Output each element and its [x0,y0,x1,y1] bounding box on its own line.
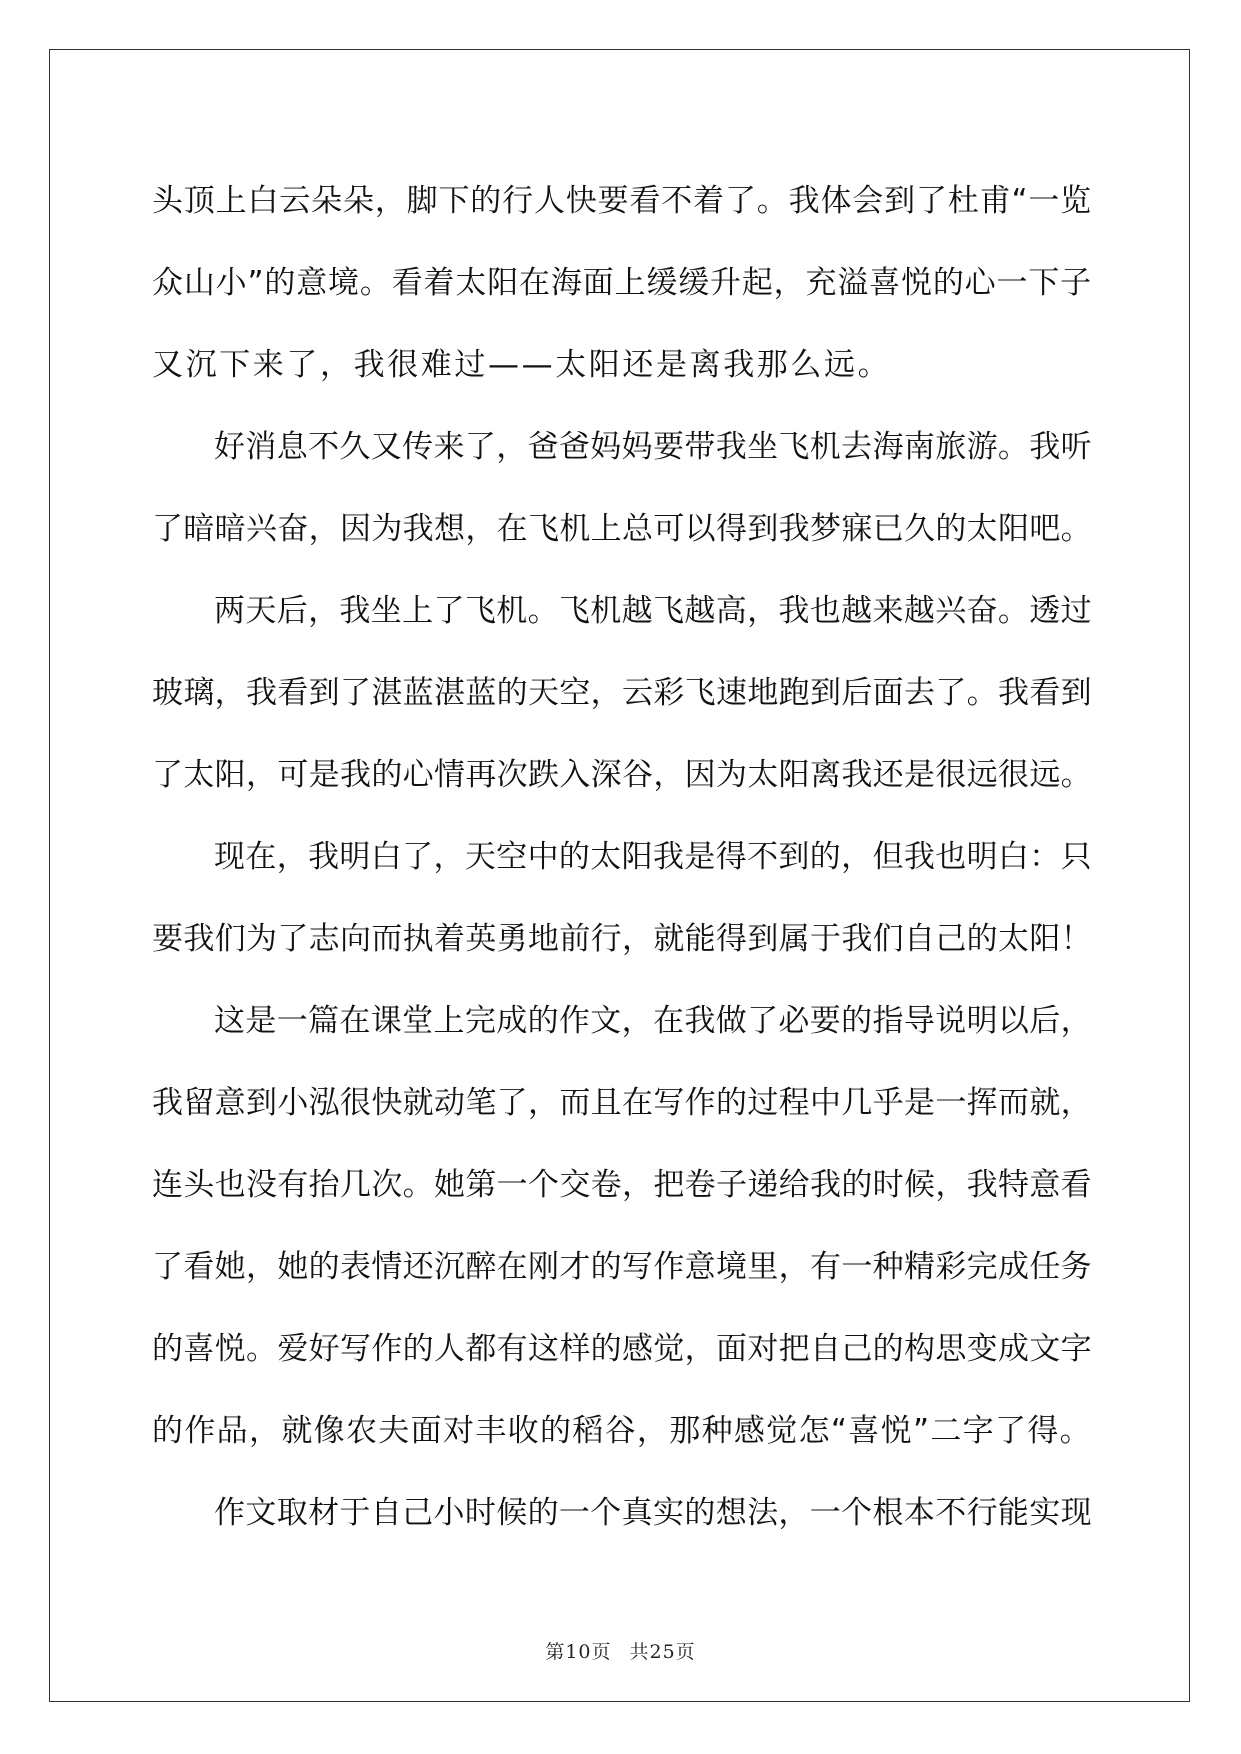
text-line: 连头也没有抬几次。她第一个交卷，把卷子递给我的时候，我特意看 [152,1167,1092,1203]
text-line: 的作品，就像农夫面对丰收的稻谷，那种感觉怎“喜悦”二字了得。 [152,1413,1092,1449]
page-footer [0,1637,1241,1664]
text-line: 作文取材于自己小时候的一个真实的想法，一个根本不行能实现 [214,1495,1092,1531]
text-line: 这是一篇在课堂上完成的作文，在我做了必要的指导说明以后， [214,1003,1092,1039]
paragraph [152,570,1092,816]
text-line: 要我们为了志向而执着英勇地前行，就能得到属于我们自己的太阳！ [152,921,1092,957]
text-line: 的喜悦。爱好写作的人都有这样的感觉，面对把自己的构思变成文字 [152,1331,1092,1367]
text-line: 了暗暗兴奋，因为我想，在飞机上总可以得到我梦寐已久的太阳吧。 [152,511,1092,547]
paragraph [152,980,1092,1472]
text-line: 头顶上白云朵朵，脚下的行人快要看不着了。我体会到了杜甫“一览 [152,183,1092,219]
paragraph [152,406,1092,570]
text-line: 两天后，我坐上了飞机。飞机越飞越高，我也越来越兴奋。透过 [214,593,1092,629]
text-line: 好消息不久又传来了，爸爸妈妈要带我坐飞机去海南旅游。我听 [214,429,1092,465]
text-line: 众山小”的意境。看着太阳在海面上缓缓升起，充溢喜悦的心一下子 [152,265,1092,301]
paragraph [152,816,1092,980]
document-body [152,160,1092,1554]
page-number: 第10页 [545,1641,612,1663]
text-line: 又沉下来了，我很难过——太阳还是离我那么远。 [152,347,892,383]
page-total: 共25页 [629,1641,696,1663]
text-line: 现在，我明白了，天空中的太阳我是得不到的，但我也明白：只 [214,839,1092,875]
text-line: 了看她，她的表情还沉醉在刚才的写作意境里，有一种精彩完成任务 [152,1249,1092,1285]
text-line: 了太阳，可是我的心情再次跌入深谷，因为太阳离我还是很远很远。 [152,757,1092,793]
text-line: 玻璃，我看到了湛蓝湛蓝的天空，云彩飞速地跑到后面去了。我看到 [152,675,1092,711]
text-line: 我留意到小泓很快就动笔了，而且在写作的过程中几乎是一挥而就， [152,1085,1092,1121]
paragraph [152,1472,1092,1554]
paragraph [152,160,1092,406]
